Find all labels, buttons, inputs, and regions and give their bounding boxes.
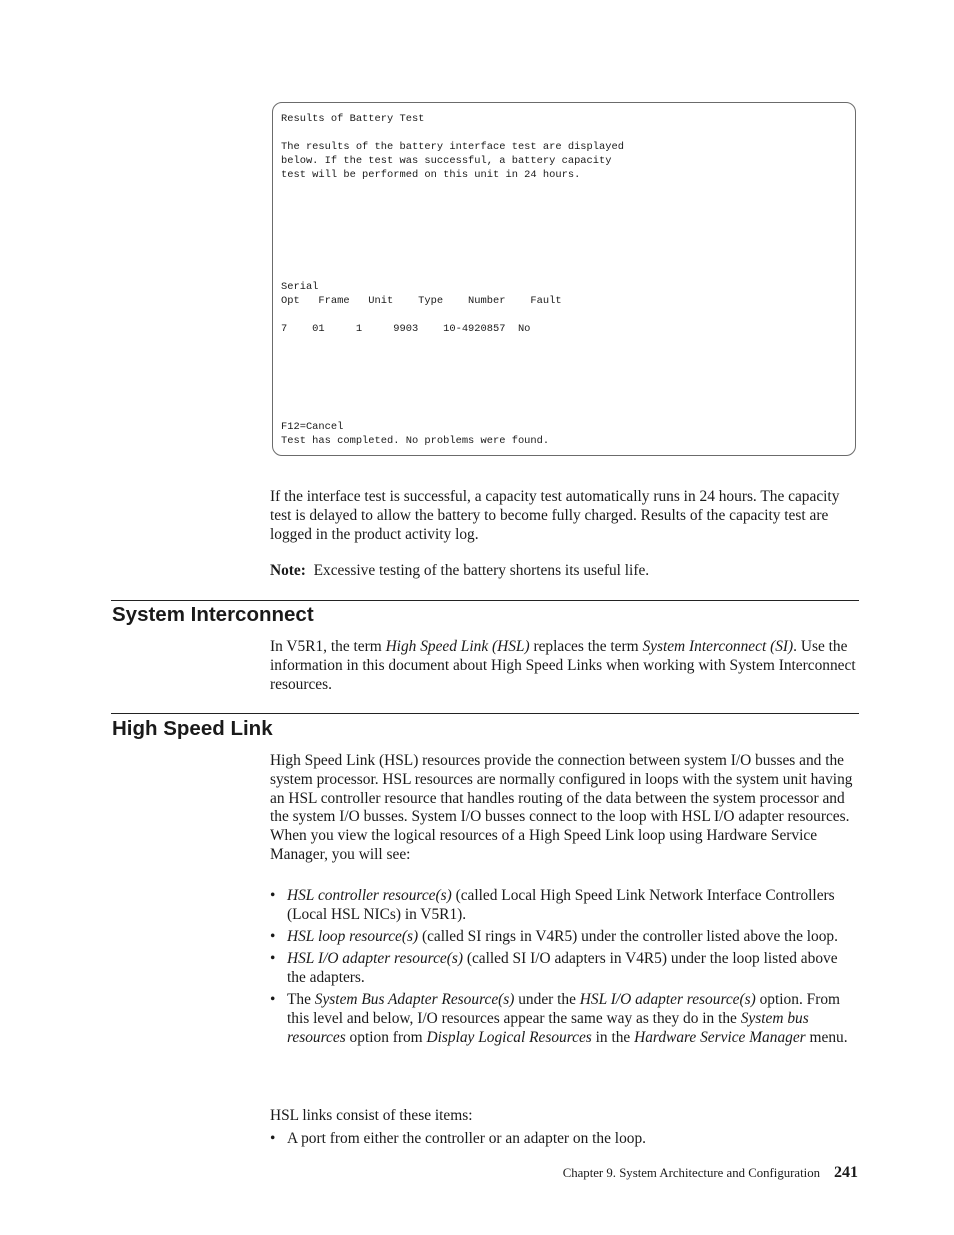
bullet: • — [270, 991, 276, 1009]
text-run: replaces the term — [529, 638, 643, 655]
note-label: Note: — [270, 562, 306, 579]
term: HSL controller resource(s) — [287, 887, 452, 904]
text-run: . Use the information in this document about High Speed Links when working with System Interconnect resources. — [270, 638, 856, 693]
list-item — [270, 887, 860, 925]
bullet: • — [270, 1130, 276, 1147]
term: Hardware Service Manager — [634, 1029, 806, 1047]
page-footer — [563, 1162, 858, 1184]
text-run: In V5R1, the term — [270, 638, 386, 655]
list-item — [270, 991, 860, 1047]
screen-message: The results of the battery interface test are displayed below. If the test was successful, a battery capacity test will be performed on this unit in 24 hours. — [281, 141, 624, 181]
heading-system-interconnect: System Interconnect — [112, 603, 314, 626]
term: Display Logical Resources — [426, 1029, 592, 1047]
text-run: (called SI rings in V4R5) under the controller listed above the loop. — [418, 928, 838, 946]
chapter-title: Chapter 9. System Architecture and Configuration — [562, 1166, 820, 1180]
text-run: (called SI I/O adapters in V4R5) under the loop listed above the adapters. — [287, 950, 838, 987]
term: HSL I/O adapter resource(s) — [287, 950, 463, 968]
column-headers: Opt Frame Unit Type Number Fault — [281, 295, 562, 307]
text-run: A port from either the controller or an adapter on the loop. — [287, 1130, 646, 1147]
term: HSL loop resource(s) — [287, 928, 419, 946]
hsl-paragraph: High Speed Link (HSL) resources provide the connection between system I/O busses and the system processor. HSL resources are normally configured in loops with the system unit having an HSL controller resource that handles routing of the data between the system processor and the system I/O busses. System I/O busses connect to the loop with HSL I/O adapter resources. When you view the logical resources of a High Speed Link loop using Hardware Service Manager, you will see: — [270, 752, 853, 863]
hsl-links-list — [270, 1130, 860, 1152]
result-row: 7 01 1 9903 10-4920857 No — [281, 323, 531, 335]
note-text: Excessive testing of the battery shortens its useful life. — [313, 562, 650, 579]
term: HSL I/O adapter resource(s) — [579, 991, 756, 1009]
heading-high-speed-link: High Speed Link — [112, 717, 273, 740]
note-paragraph — [270, 562, 860, 581]
text-run: under the — [514, 991, 580, 1009]
battery-test-screen — [272, 102, 856, 456]
hsl-links-intro: HSL links consist of these items: — [270, 1107, 473, 1124]
section-divider — [111, 713, 859, 714]
bullet: • — [270, 887, 276, 904]
text-run: in the — [591, 1029, 635, 1047]
text-run: menu. — [805, 1029, 848, 1047]
list-item — [270, 950, 860, 988]
text-run: (called Local High Speed Link Network Interface Controllers (Local HSL NICs) in V5R1). — [287, 887, 835, 923]
screen-title: Results of Battery Test — [281, 113, 425, 125]
term-si: System Interconnect (SI) — [642, 638, 794, 655]
bullet: • — [270, 928, 276, 946]
text-run: The — [287, 991, 315, 1009]
bullet: • — [270, 950, 276, 968]
function-key-cancel[interactable]: F12=Cancel — [281, 421, 344, 433]
status-message: Test has completed. No problems were found. — [281, 435, 550, 447]
list-item — [270, 928, 860, 947]
list-item — [270, 1130, 860, 1149]
term: System bus resources — [287, 1010, 809, 1047]
column-header-serial: Serial — [281, 281, 319, 293]
system-interconnect-paragraph — [270, 638, 860, 694]
text-run: option. From this level and below, I/O resources appear the same way as they do in the — [287, 991, 840, 1028]
text-run: option from — [345, 1029, 427, 1047]
intro-paragraph: If the interface test is successful, a capacity test automatically runs in 24 hours. The capacity test is delayed to allow the battery to become fully charged. Results of the capacity test are logged in the product activity log. — [270, 488, 840, 543]
page-number: 241 — [834, 1164, 858, 1181]
hsl-resource-list — [270, 887, 860, 1051]
term-hsl: High Speed Link (HSL) — [385, 638, 530, 655]
section-divider — [111, 600, 859, 601]
term: System Bus Adapter Resource(s) — [314, 991, 515, 1009]
